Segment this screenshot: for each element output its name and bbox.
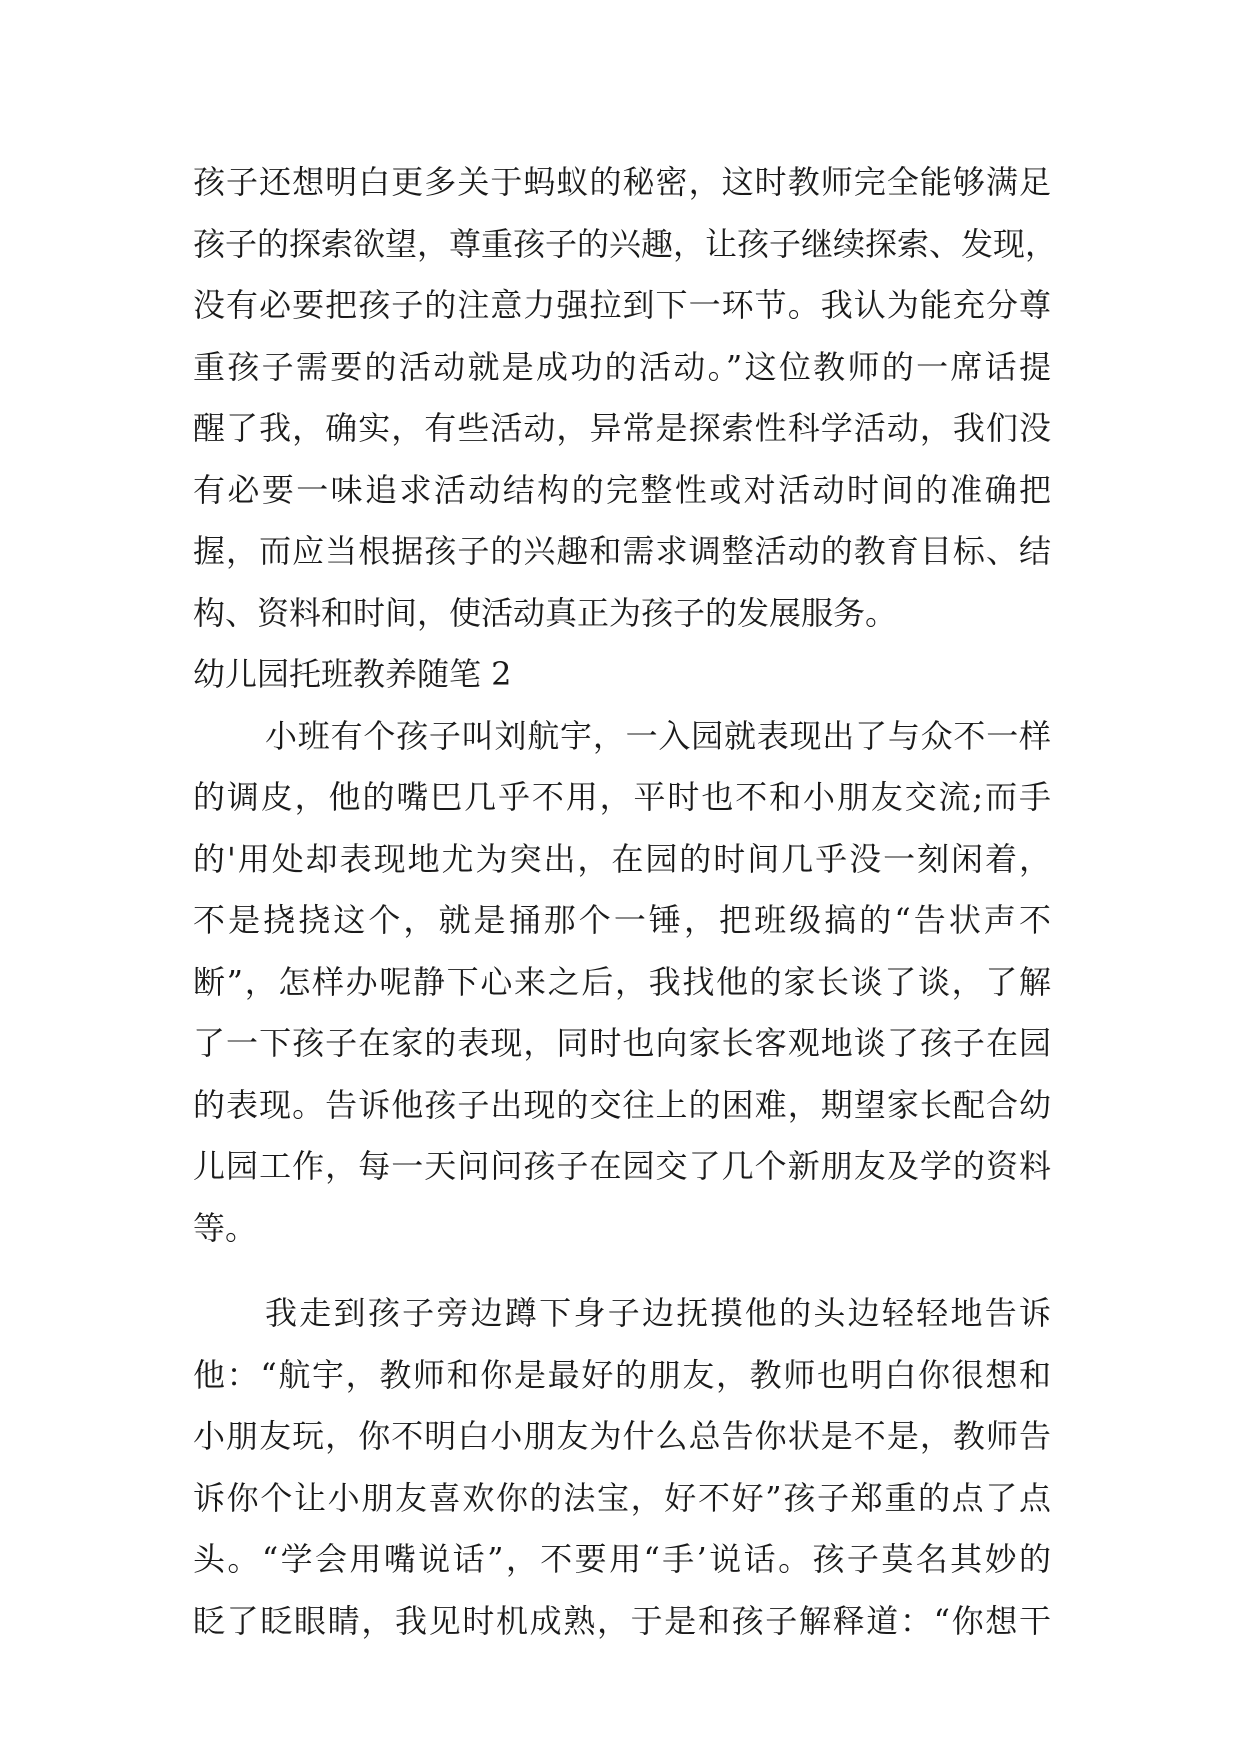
text-line: 有必要一味追求活动结构的完整性或对活动时间的准确把 — [193, 470, 1051, 509]
text-line: 重孩子需要的活动就是成功的活动。”这位教师的一席话提 — [193, 347, 1051, 386]
text-line: 的'用处却表现地尤为突出，在园的时间几乎没一刻闲着， — [193, 839, 1051, 878]
text-line: 等。 — [193, 1208, 258, 1247]
paragraph-3 — [193, 1283, 1051, 1652]
text-line: 的表现。告诉他孩子出现的交往上的困难，期望家长配合幼 — [193, 1085, 1051, 1124]
text-line: 他：“航宇，教师和你是最好的朋友，教师也明白你很想和 — [193, 1355, 1051, 1394]
text-line: 不是挠挠这个，就是捅那个一锤，把班级搞的“告状声不 — [193, 901, 1051, 939]
section-heading: 幼儿园托班教养随笔 2 — [193, 655, 512, 693]
text-line: 我走到孩子旁边蹲下身子边抚摸他的头边轻轻地告诉 — [265, 1294, 1051, 1332]
text-line: 构、资料和时间，使活动真正为孩子的发展服务。 — [193, 593, 898, 632]
text-line: 没有必要把孩子的注意力强拉到下一环节。我认为能充分尊 — [193, 286, 1051, 324]
text-line: 孩子还想明白更多关于蚂蚁的秘密，这时教师完全能够满足 — [193, 163, 1051, 201]
text-line: 断”，怎样办呢静下心来之后，我找他的家长谈了谈，了解 — [193, 962, 1051, 1001]
text-line: 儿园工作，每一天问问孩子在园交了几个新朋友及学的资料 — [193, 1147, 1051, 1185]
document-page — [193, 152, 1058, 1652]
text-line: 眨了眨眼睛，我见时机成熟，于是和孩子解释道：“你想干 — [193, 1601, 1051, 1640]
text-line: 孩子的探索欲望，尊重孩子的兴趣，让孩子继续探索、发现， — [193, 224, 1058, 263]
text-line: 诉你个让小朋友喜欢你的法宝，好不好”孩子郑重的点了点 — [193, 1478, 1051, 1517]
text-line: 小朋友玩，你不明白小朋友为什么总告你状是不是，教师告 — [193, 1417, 1051, 1455]
text-line: 的调皮，他的嘴巴几乎不用，平时也不和小朋友交流;而手 — [193, 778, 1051, 816]
paragraph-1 — [193, 152, 1058, 644]
text-line: 了一下孩子在家的表现，同时也向家长客观地谈了孩子在园 — [193, 1024, 1051, 1062]
text-line: 握，而应当根据孩子的兴趣和需求调整活动的教育目标、结 — [193, 532, 1051, 570]
paragraph-2 — [193, 706, 1051, 1260]
text-line: 醒了我，确实，有些活动，异常是探索性科学活动，我们没 — [193, 409, 1051, 447]
paragraph-spacer — [193, 1259, 1051, 1283]
text-line: 头。“学会用嘴说话”，不要用“手’说话。孩子莫名其妙的 — [193, 1540, 1051, 1578]
text-line: 小班有个孩子叫刘航宇，一入园就表现出了与众不一样 — [265, 716, 1051, 755]
